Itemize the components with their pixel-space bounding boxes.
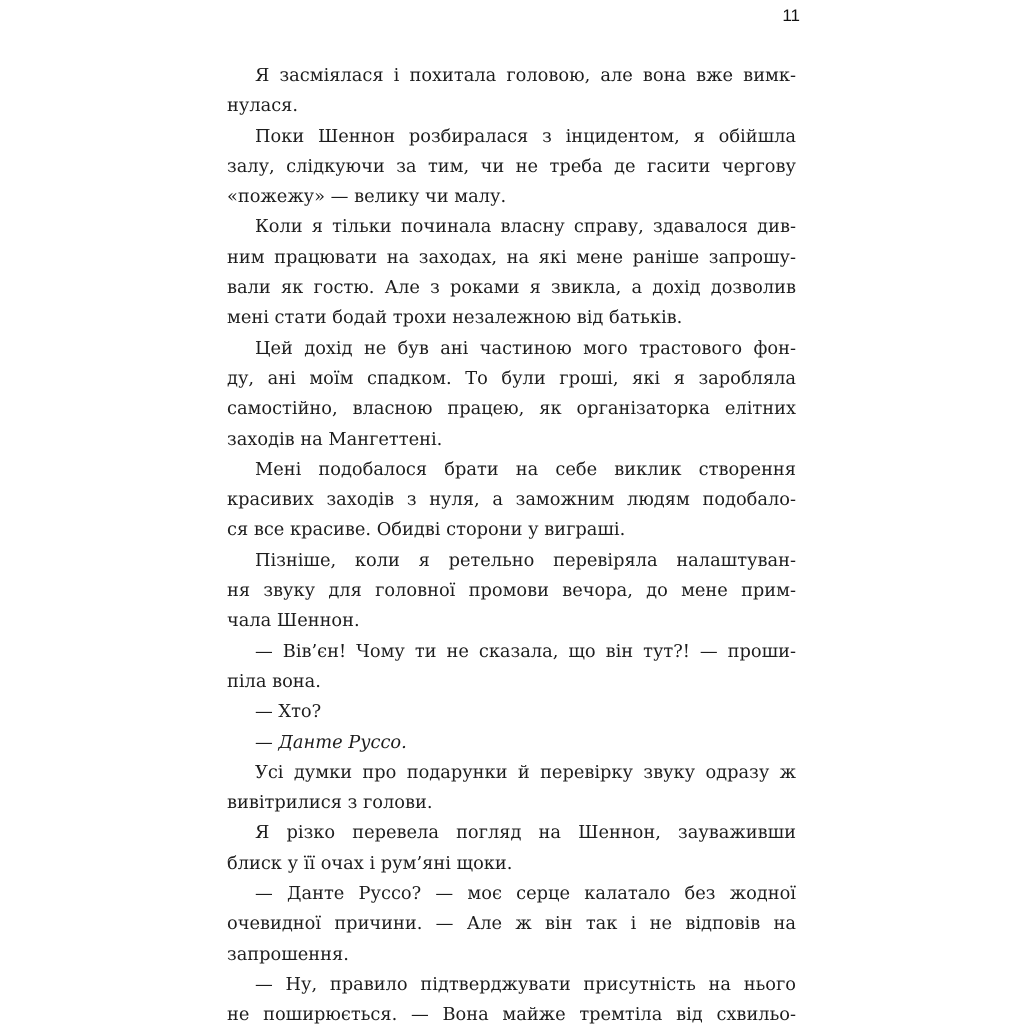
text-line: залу, слідкуючи за тим, чи не треба де гасити чергову	[227, 155, 796, 177]
text-line: вивітрилися з голови.	[227, 792, 433, 814]
text-line: Усі думки про подарунки й перевірку звуку одразу ж	[255, 761, 796, 783]
text-line: нулася.	[227, 95, 299, 117]
text-line: ним працювати на заходах, на які мене раніше запрошу-	[227, 246, 796, 268]
text-line: блиск у її очах і рум’яні щоки.	[227, 852, 513, 874]
text-line: піла вона.	[227, 670, 321, 692]
text-line: красивих заходів з нуля, а заможним людям подобало-	[227, 489, 796, 511]
text-line: заходів на Мангеттені.	[227, 428, 443, 450]
text-line: самостійно, власною працею, як організаторка елітних	[227, 398, 796, 420]
text-line: Я засміялася і похитала головою, але вона вже вимк-	[255, 65, 796, 86]
italic-name: — Данте Руссо.	[255, 731, 407, 753]
text-line: — Хто?	[255, 701, 322, 723]
text-line: ся все красиве. Обидві сторони у виграші.	[227, 519, 626, 541]
text-line: очевидної причини. — Але ж він так і не відповів на	[227, 913, 796, 935]
text-line: ду, ані моїм спадком. То були гроші, які я заробляла	[227, 367, 796, 389]
text-line: запрошення.	[227, 943, 349, 965]
text-line: Цей дохід не був ані частиною мого трастового фон-	[255, 337, 796, 359]
text-line-italic	[227, 728, 796, 758]
text-line: не поширюється. — Вона майже тремтіла від схвильо-	[227, 1004, 796, 1024]
text-line: чала Шеннон.	[227, 610, 360, 632]
text-line: Я різко перевела погляд на Шеннон, зауваживши	[255, 822, 796, 844]
text-line: — Вів’єн! Чому ти не сказала, що він тут?! — проши-	[255, 640, 796, 662]
text-line: ня звуку для головної промови вечора, до мене прим-	[227, 580, 796, 602]
text-line: мені стати бодай трохи незалежною від батьків.	[227, 307, 683, 329]
body-text	[227, 61, 796, 1024]
text-line: «пожежу» — велику чи малу.	[227, 186, 507, 208]
page-number: 11	[782, 6, 800, 25]
text-line: вали як гостю. Але з роками я звикла, а дохід дозволив	[227, 277, 796, 299]
text-line: Пізніше, коли я ретельно перевіряла налаштуван-	[255, 549, 796, 571]
text-line: Поки Шеннон розбиралася з інцидентом, я обійшла	[255, 125, 796, 147]
text-line: Коли я тільки починала власну справу, здавалося див-	[255, 216, 796, 238]
text-line: — Данте Руссо? — моє серце калатало без жодної	[255, 883, 796, 905]
text-line: — Ну, правило підтверджувати присутність на нього	[255, 973, 796, 995]
text-line: Мені подобалося брати на себе виклик створення	[255, 458, 796, 480]
